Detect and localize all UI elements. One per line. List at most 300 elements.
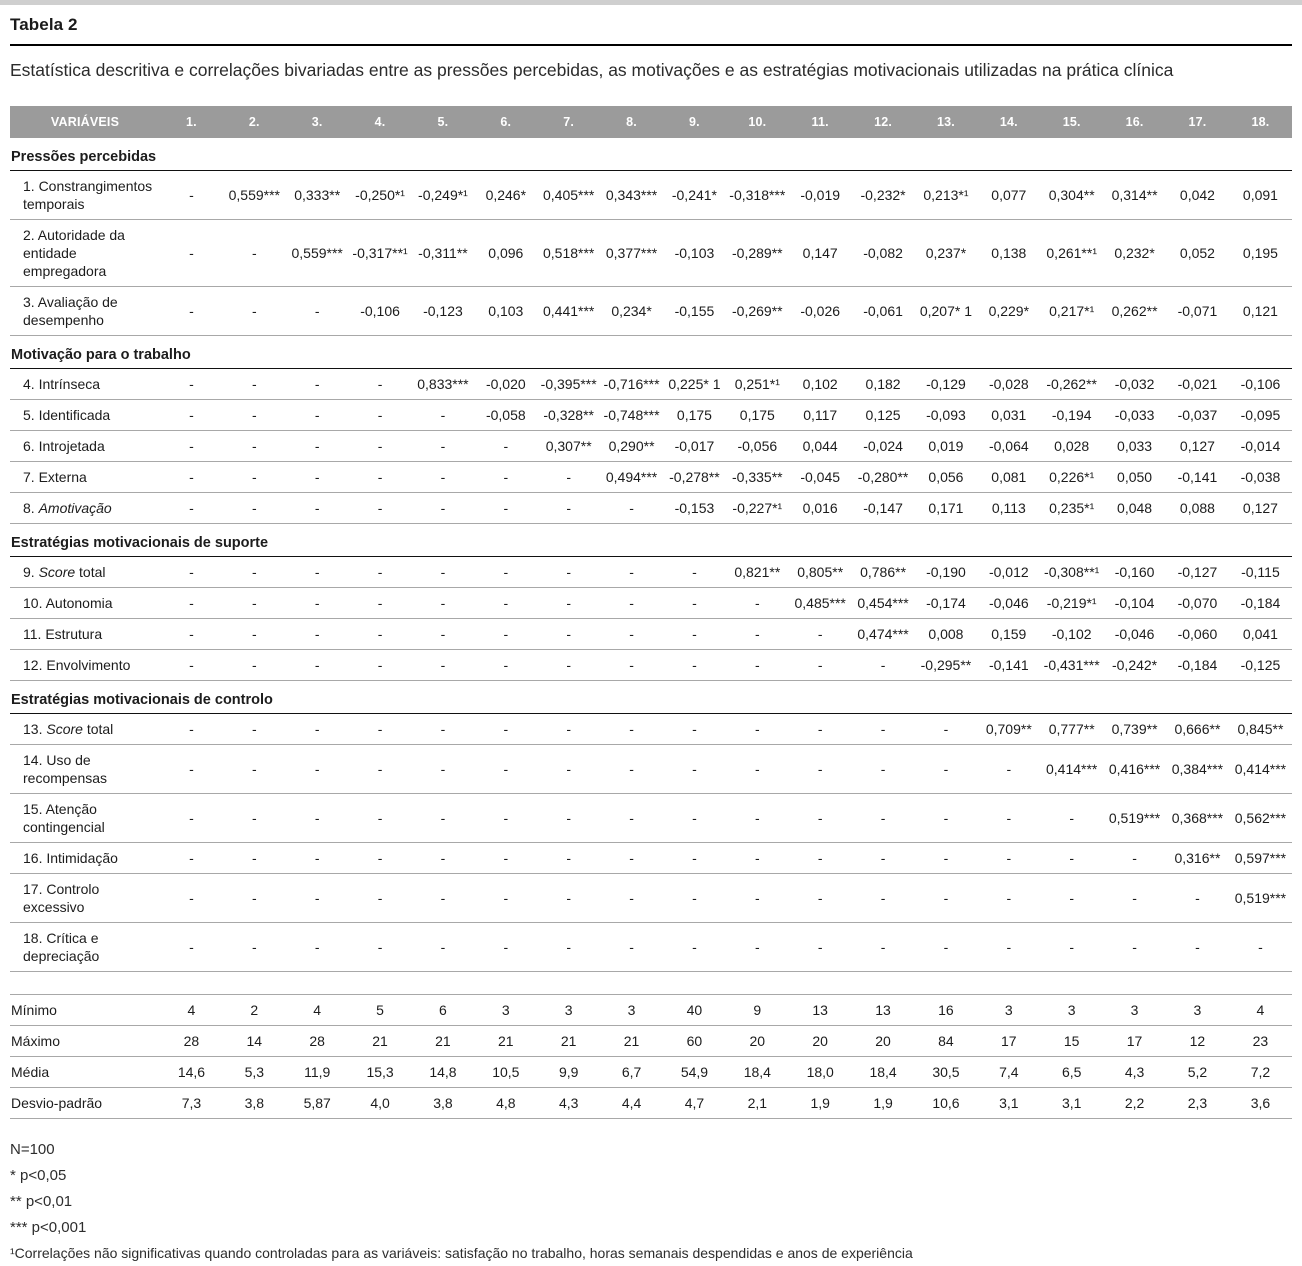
section-header: Estratégias motivacionais de controlo — [10, 681, 1292, 714]
note: N=100 — [10, 1141, 55, 1158]
value-cell: - — [223, 400, 286, 431]
value-cell: 0,213*¹ — [915, 171, 978, 220]
value-cell: 0,518*** — [537, 220, 600, 287]
note: ** p<0,01 — [10, 1193, 73, 1210]
value-cell: 0,739** — [1103, 714, 1166, 745]
column-header: 6. — [474, 106, 537, 138]
value-cell: - — [412, 462, 475, 493]
value-cell: - — [474, 462, 537, 493]
value-cell: -0,184 — [1229, 588, 1292, 619]
value-cell: - — [789, 619, 852, 650]
value-cell: 3 — [977, 995, 1040, 1026]
value-cell: 14,6 — [160, 1057, 223, 1088]
value-cell: 0,474*** — [852, 619, 915, 650]
value-cell: 4 — [1229, 995, 1292, 1026]
value-cell: - — [600, 794, 663, 843]
value-cell: - — [160, 462, 223, 493]
value-cell: 3,1 — [977, 1088, 1040, 1119]
value-cell: 13 — [852, 995, 915, 1026]
value-cell: -0,194 — [1040, 400, 1103, 431]
value-cell: - — [977, 874, 1040, 923]
value-cell: - — [1229, 923, 1292, 972]
value-cell: -0,028 — [977, 369, 1040, 400]
value-cell: -0,106 — [349, 287, 412, 336]
value-cell: - — [852, 874, 915, 923]
value-cell: -0,056 — [726, 431, 789, 462]
value-cell: - — [223, 650, 286, 681]
value-cell: -0,026 — [789, 287, 852, 336]
value-cell: - — [537, 874, 600, 923]
section-row — [10, 524, 1292, 557]
value-cell: - — [977, 794, 1040, 843]
value-cell: -0,102 — [1040, 619, 1103, 650]
value-cell: - — [286, 650, 349, 681]
value-cell: 20 — [852, 1026, 915, 1057]
value-cell: 3,8 — [412, 1088, 475, 1119]
value-cell: - — [977, 843, 1040, 874]
value-cell: - — [663, 714, 726, 745]
value-cell: - — [474, 619, 537, 650]
value-cell: 0,033 — [1103, 431, 1166, 462]
value-cell: - — [349, 462, 412, 493]
table-row — [10, 220, 1292, 287]
value-cell: 40 — [663, 995, 726, 1026]
value-cell: - — [600, 619, 663, 650]
section-row — [10, 681, 1292, 714]
value-cell: - — [977, 745, 1040, 794]
value-cell: - — [160, 843, 223, 874]
value-cell: 0,519*** — [1229, 874, 1292, 923]
row-label: 4. Intrínseca — [10, 369, 160, 400]
value-cell: 0,103 — [474, 287, 537, 336]
value-cell: -0,093 — [915, 400, 978, 431]
value-cell: - — [160, 287, 223, 336]
value-cell: 0,597*** — [1229, 843, 1292, 874]
value-cell: 3,8 — [223, 1088, 286, 1119]
value-cell: 4,7 — [663, 1088, 726, 1119]
column-header: 1. — [160, 106, 223, 138]
value-cell: - — [412, 714, 475, 745]
value-cell: - — [412, 493, 475, 524]
table-title: Tabela 2 — [10, 15, 78, 34]
value-cell: - — [286, 923, 349, 972]
value-cell: - — [349, 650, 412, 681]
spacer-row — [10, 972, 1292, 995]
value-cell: 21 — [474, 1026, 537, 1057]
value-cell: - — [852, 794, 915, 843]
section-header: Motivação para o trabalho — [10, 336, 1292, 369]
value-cell: - — [726, 843, 789, 874]
table-row — [10, 400, 1292, 431]
row-label: 11. Estrutura — [10, 619, 160, 650]
value-cell: - — [286, 462, 349, 493]
value-cell: -0,115 — [1229, 557, 1292, 588]
value-cell: 0,031 — [977, 400, 1040, 431]
table-row — [10, 369, 1292, 400]
value-cell: 0,041 — [1229, 619, 1292, 650]
value-cell: - — [223, 588, 286, 619]
value-cell: -0,064 — [977, 431, 1040, 462]
value-cell: - — [474, 431, 537, 462]
value-cell: 0,316** — [1166, 843, 1229, 874]
value-cell: - — [1040, 794, 1103, 843]
table-row — [10, 923, 1292, 972]
value-cell: 6 — [412, 995, 475, 1026]
value-cell: - — [349, 714, 412, 745]
row-label: Mínimo — [10, 995, 160, 1026]
value-cell: 3 — [474, 995, 537, 1026]
row-label: 15. Atenção contingencial — [10, 794, 160, 843]
value-cell: - — [223, 794, 286, 843]
row-label: Máximo — [10, 1026, 160, 1057]
value-cell: - — [286, 619, 349, 650]
value-cell: - — [1040, 874, 1103, 923]
value-cell: 3 — [1040, 995, 1103, 1026]
value-cell: 0,441*** — [537, 287, 600, 336]
value-cell: 0,225* 1 — [663, 369, 726, 400]
value-cell: 0,416*** — [1103, 745, 1166, 794]
value-cell: - — [286, 493, 349, 524]
value-cell: 23 — [1229, 1026, 1292, 1057]
value-cell: -0,241* — [663, 171, 726, 220]
value-cell: - — [412, 794, 475, 843]
column-header: 13. — [915, 106, 978, 138]
value-cell: 17 — [977, 1026, 1040, 1057]
value-cell: - — [160, 431, 223, 462]
value-cell: -0,295** — [915, 650, 978, 681]
value-cell: -0,716*** — [600, 369, 663, 400]
top-divider — [0, 0, 1302, 5]
value-cell: -0,106 — [1229, 369, 1292, 400]
value-cell: - — [474, 714, 537, 745]
value-cell: - — [474, 843, 537, 874]
note: * p<0,05 — [10, 1167, 67, 1184]
value-cell: -0,250*¹ — [349, 171, 412, 220]
value-cell: -0,748*** — [600, 400, 663, 431]
value-cell: -0,160 — [1103, 557, 1166, 588]
value-cell: 0,042 — [1166, 171, 1229, 220]
value-cell: - — [160, 557, 223, 588]
value-cell: 0,044 — [789, 431, 852, 462]
value-cell: -0,071 — [1166, 287, 1229, 336]
value-cell: - — [474, 745, 537, 794]
value-cell: -0,070 — [1166, 588, 1229, 619]
value-cell: 0,494*** — [600, 462, 663, 493]
stats-row — [10, 995, 1292, 1026]
value-cell: - — [852, 745, 915, 794]
value-cell: 0,159 — [977, 619, 1040, 650]
value-cell: 0,833*** — [412, 369, 475, 400]
value-cell: 84 — [915, 1026, 978, 1057]
value-cell: 0,562*** — [1229, 794, 1292, 843]
value-cell: - — [1166, 874, 1229, 923]
value-cell: 0,414*** — [1040, 745, 1103, 794]
value-cell: 20 — [726, 1026, 789, 1057]
value-cell: - — [160, 400, 223, 431]
value-cell: - — [977, 923, 1040, 972]
stats-row — [10, 1026, 1292, 1057]
value-cell: -0,280** — [852, 462, 915, 493]
value-cell: 4,3 — [1103, 1057, 1166, 1088]
value-cell: 0,377*** — [600, 220, 663, 287]
value-cell: - — [915, 794, 978, 843]
value-cell: - — [663, 557, 726, 588]
value-cell: - — [223, 874, 286, 923]
value-cell: - — [852, 843, 915, 874]
value-cell: - — [412, 557, 475, 588]
value-cell: - — [663, 619, 726, 650]
value-cell: -0,104 — [1103, 588, 1166, 619]
value-cell: - — [160, 220, 223, 287]
row-label: 1. Constrangimentos temporais — [10, 171, 160, 220]
value-cell: - — [160, 619, 223, 650]
value-cell: -0,082 — [852, 220, 915, 287]
value-cell: 0,117 — [789, 400, 852, 431]
section-header: Estratégias motivacionais de suporte — [10, 524, 1292, 557]
value-cell: - — [286, 843, 349, 874]
value-cell: - — [223, 557, 286, 588]
value-cell: -0,123 — [412, 287, 475, 336]
value-cell: 0,102 — [789, 369, 852, 400]
value-cell: - — [223, 287, 286, 336]
value-cell: -0,103 — [663, 220, 726, 287]
value-cell: -0,127 — [1166, 557, 1229, 588]
row-label: 8. Amotivação — [10, 493, 160, 524]
table-row — [10, 588, 1292, 619]
value-cell: - — [223, 220, 286, 287]
value-cell: -0,311** — [412, 220, 475, 287]
value-cell: - — [726, 588, 789, 619]
value-cell: -0,012 — [977, 557, 1040, 588]
row-label: 2. Autoridade da entidade empregadora — [10, 220, 160, 287]
value-cell: - — [537, 588, 600, 619]
value-cell: - — [286, 557, 349, 588]
value-cell: 21 — [537, 1026, 600, 1057]
value-cell: 1,9 — [852, 1088, 915, 1119]
value-cell: 0,368*** — [1166, 794, 1229, 843]
row-label: 18. Crítica e depreciação — [10, 923, 160, 972]
value-cell: 0,127 — [1166, 431, 1229, 462]
value-cell: 54,9 — [663, 1057, 726, 1088]
value-cell: - — [915, 923, 978, 972]
value-cell: 7,2 — [1229, 1057, 1292, 1088]
value-cell: - — [160, 745, 223, 794]
value-cell: -0,045 — [789, 462, 852, 493]
value-cell: 0,147 — [789, 220, 852, 287]
table-row — [10, 287, 1292, 336]
value-cell: 21 — [600, 1026, 663, 1057]
value-cell: -0,020 — [474, 369, 537, 400]
value-cell: -0,058 — [474, 400, 537, 431]
value-cell: - — [726, 714, 789, 745]
column-header: 2. — [223, 106, 286, 138]
value-cell: - — [223, 745, 286, 794]
value-cell: -0,335** — [726, 462, 789, 493]
value-cell: - — [223, 923, 286, 972]
value-cell: - — [349, 619, 412, 650]
value-cell: 21 — [349, 1026, 412, 1057]
value-cell: - — [160, 923, 223, 972]
value-cell: 0,088 — [1166, 493, 1229, 524]
value-cell: - — [474, 557, 537, 588]
value-cell: -0,095 — [1229, 400, 1292, 431]
value-cell: -0,125 — [1229, 650, 1292, 681]
row-label: 17. Controlo excessivo — [10, 874, 160, 923]
column-header: 8. — [600, 106, 663, 138]
value-cell: 0,251*¹ — [726, 369, 789, 400]
value-cell: - — [349, 431, 412, 462]
value-cell: - — [474, 923, 537, 972]
value-cell: - — [286, 431, 349, 462]
value-cell: -0,317**¹ — [349, 220, 412, 287]
value-cell: - — [852, 714, 915, 745]
value-cell: 15,3 — [349, 1057, 412, 1088]
row-label: 3. Avaliação de desempenho — [10, 287, 160, 336]
value-cell: -0,262** — [1040, 369, 1103, 400]
value-cell: - — [412, 650, 475, 681]
value-cell: -0,227*¹ — [726, 493, 789, 524]
value-cell: - — [286, 400, 349, 431]
value-cell: - — [537, 557, 600, 588]
value-cell: 0,008 — [915, 619, 978, 650]
value-cell: 0,182 — [852, 369, 915, 400]
value-cell: 3 — [1103, 995, 1166, 1026]
value-cell: 0,195 — [1229, 220, 1292, 287]
value-cell: - — [915, 843, 978, 874]
value-cell: - — [663, 794, 726, 843]
value-cell: - — [537, 843, 600, 874]
value-cell: - — [600, 493, 663, 524]
value-cell: 16 — [915, 995, 978, 1026]
table-row — [10, 650, 1292, 681]
value-cell: 0,414*** — [1229, 745, 1292, 794]
value-cell: -0,278** — [663, 462, 726, 493]
value-cell: 0,229* — [977, 287, 1040, 336]
stats-row — [10, 1088, 1292, 1119]
column-header: 10. — [726, 106, 789, 138]
value-cell: -0,141 — [1166, 462, 1229, 493]
value-cell: 18,0 — [789, 1057, 852, 1088]
value-cell: 0,234* — [600, 287, 663, 336]
value-cell: -0,190 — [915, 557, 978, 588]
value-cell: - — [286, 287, 349, 336]
table-row — [10, 619, 1292, 650]
value-cell: - — [349, 794, 412, 843]
value-cell: - — [663, 650, 726, 681]
value-cell: 6,7 — [600, 1057, 663, 1088]
column-header: 14. — [977, 106, 1040, 138]
table-row — [10, 557, 1292, 588]
value-cell: 0,405*** — [537, 171, 600, 220]
value-cell: 0,217*¹ — [1040, 287, 1103, 336]
value-cell: 4,0 — [349, 1088, 412, 1119]
value-cell: 30,5 — [915, 1057, 978, 1088]
row-label: 5. Identificada — [10, 400, 160, 431]
value-cell: 2 — [223, 995, 286, 1026]
value-cell: - — [726, 650, 789, 681]
value-cell: -0,318*** — [726, 171, 789, 220]
value-cell: - — [160, 714, 223, 745]
value-cell: - — [474, 650, 537, 681]
value-cell: - — [349, 493, 412, 524]
row-label: 16. Intimidação — [10, 843, 160, 874]
value-cell: 0,077 — [977, 171, 1040, 220]
stats-row — [10, 1057, 1292, 1088]
table-row — [10, 794, 1292, 843]
value-cell: 0,175 — [663, 400, 726, 431]
value-cell: 18,4 — [726, 1057, 789, 1088]
value-cell: - — [663, 588, 726, 619]
value-cell: 0,333** — [286, 171, 349, 220]
value-cell: - — [789, 794, 852, 843]
table-row — [10, 431, 1292, 462]
value-cell: - — [160, 588, 223, 619]
value-cell: 0,343*** — [600, 171, 663, 220]
value-cell: - — [600, 650, 663, 681]
value-cell: - — [537, 745, 600, 794]
table-row — [10, 462, 1292, 493]
value-cell: 5,2 — [1166, 1057, 1229, 1088]
row-label: 10. Autonomia — [10, 588, 160, 619]
value-cell: 0,096 — [474, 220, 537, 287]
value-cell: 9 — [726, 995, 789, 1026]
value-cell: -0,184 — [1166, 650, 1229, 681]
value-cell: 0,081 — [977, 462, 1040, 493]
value-cell: - — [223, 619, 286, 650]
value-cell: - — [537, 923, 600, 972]
value-cell: 0,559*** — [286, 220, 349, 287]
table-subtitle: Estatística descritiva e correlações bivariadas entre as pressões percebidas, as motivações e as estratégias motivacionais utilizadas na prática clínica — [10, 60, 1174, 80]
value-cell: - — [160, 493, 223, 524]
row-label: 7. Externa — [10, 462, 160, 493]
value-cell: -0,038 — [1229, 462, 1292, 493]
value-cell: 0,666** — [1166, 714, 1229, 745]
value-cell: - — [412, 923, 475, 972]
value-cell: - — [789, 923, 852, 972]
value-cell: 0,777** — [1040, 714, 1103, 745]
value-cell: 0,121 — [1229, 287, 1292, 336]
value-cell: -0,431*** — [1040, 650, 1103, 681]
value-cell: 0,019 — [915, 431, 978, 462]
value-cell: 11,9 — [286, 1057, 349, 1088]
row-label: 13. Score total — [10, 714, 160, 745]
value-cell: -0,249*¹ — [412, 171, 475, 220]
value-cell: 14,8 — [412, 1057, 475, 1088]
value-cell: 5 — [349, 995, 412, 1026]
value-cell: 0,138 — [977, 220, 1040, 287]
value-cell: 2,2 — [1103, 1088, 1166, 1119]
value-cell: - — [349, 369, 412, 400]
value-cell: 0,261**¹ — [1040, 220, 1103, 287]
value-cell: -0,017 — [663, 431, 726, 462]
value-cell: - — [412, 619, 475, 650]
value-cell: - — [412, 400, 475, 431]
value-cell: -0,232* — [852, 171, 915, 220]
variables-header: VARIÁVEIS — [10, 106, 160, 138]
value-cell: 10,6 — [915, 1088, 978, 1119]
value-cell: - — [852, 923, 915, 972]
column-header: 12. — [852, 106, 915, 138]
value-cell: -0,046 — [977, 588, 1040, 619]
value-cell: - — [286, 874, 349, 923]
value-cell: -0,395*** — [537, 369, 600, 400]
table-row — [10, 714, 1292, 745]
table-row — [10, 171, 1292, 220]
value-cell: - — [789, 714, 852, 745]
table-row — [10, 745, 1292, 794]
value-cell: - — [474, 588, 537, 619]
value-cell: -0,308**¹ — [1040, 557, 1103, 588]
